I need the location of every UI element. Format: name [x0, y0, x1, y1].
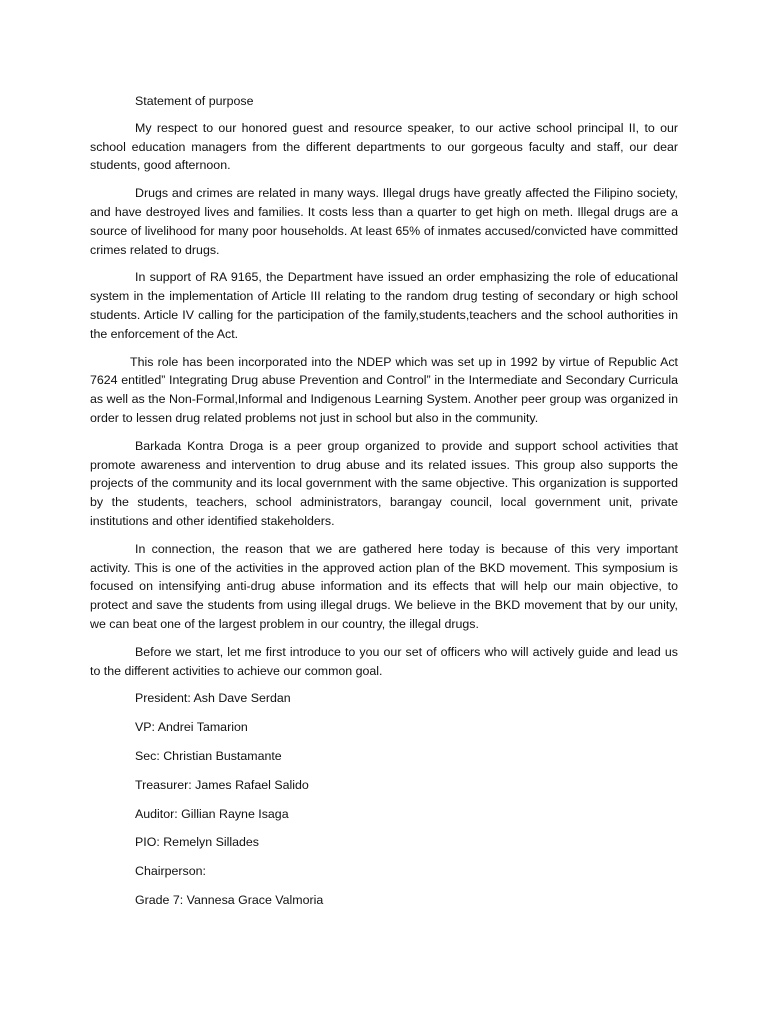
paragraph-drugs-and-crimes: Drugs and crimes are related in many ways. Illegal drugs have greatly affected the Filipino society, and have destroyed lives and families. It costs less than a quarter to get high on meth. Illegal drugs are a source of livelihood for many poor households. At least 65% of inmates accused/convicted have committed crimes related to drugs. — [90, 186, 678, 257]
paragraph-ra-9165: In support of RA 9165, the Department have issued an order emphasizing the role of educational system in the implementation of Article III relating to the random drug testing of secondary or high school students. Article IV calling for the participation of the family,students,teachers and the school authorities in the enforcement of the Act. — [90, 270, 678, 341]
officer-chairperson: Chairperson: — [135, 864, 206, 879]
officer-vice-president: VP: Andrei Tamarion — [135, 720, 248, 735]
document-title: Statement of purpose — [135, 94, 254, 108]
officer-treasurer: Treasurer: James Rafael Salido — [135, 777, 309, 792]
officer-secretary: Sec: Christian Bustamante — [135, 748, 282, 763]
paragraph-introduction: Before we start, let me first introduce to you our set of officers who will actively guide and lead us to the different activities to achieve our common goal. — [90, 644, 678, 678]
paragraph-barkada-kontra-droga: Barkada Kontra Droga is a peer group organized to provide and support school activities that promote awareness and intervention to drug abuse and its related issues. This group also supports the projects of the community and its local government with the same objective. This organization is supported by the students, teachers, school administrators, barangay council, local government unit, private institutions and other identified stakeholders. — [90, 438, 678, 528]
officer-auditor: Auditor: Gillian Rayne Isaga — [135, 806, 289, 821]
document-body — [90, 92, 678, 920]
officer-pio: PIO: Remelyn Sillades — [135, 835, 259, 850]
officer-president: President: Ash Dave Serdan — [135, 691, 291, 706]
paragraph-greeting: My respect to our honored guest and resource speaker, to our active school principal II, to our school education managers from the different departments to our gorgeous faculty and staff, our dear students, good afternoon. — [90, 120, 678, 173]
officer-grade-7: Grade 7: Vannesa Grace Valmoria — [135, 892, 324, 907]
officers-list — [90, 689, 678, 909]
paragraph-ndep: This role has been incorporated into the NDEP which was set up in 1992 by virtue of Republic Act 7624 entitled” Integrating Drug abuse Prevention and Control” in the Intermediate and Secondary Curricula as well as the Non-Formal,Informal and Indigenous Learning System. Another peer group was organized in order to lessen drug related problems not just in school but also in the community. — [90, 354, 678, 425]
paragraph-connection: In connection, the reason that we are gathered here today is because of this very important activity. This is one of the activities in the approved action plan of the BKD movement. This symposium is focused on intensifying anti-drug abuse information and its effects that will help our main objective, to protect and save the students from using illegal drugs. We believe in the BKD movement that by our unity, we can beat one of the largest problem in our country, the illegal drugs. — [90, 541, 678, 631]
